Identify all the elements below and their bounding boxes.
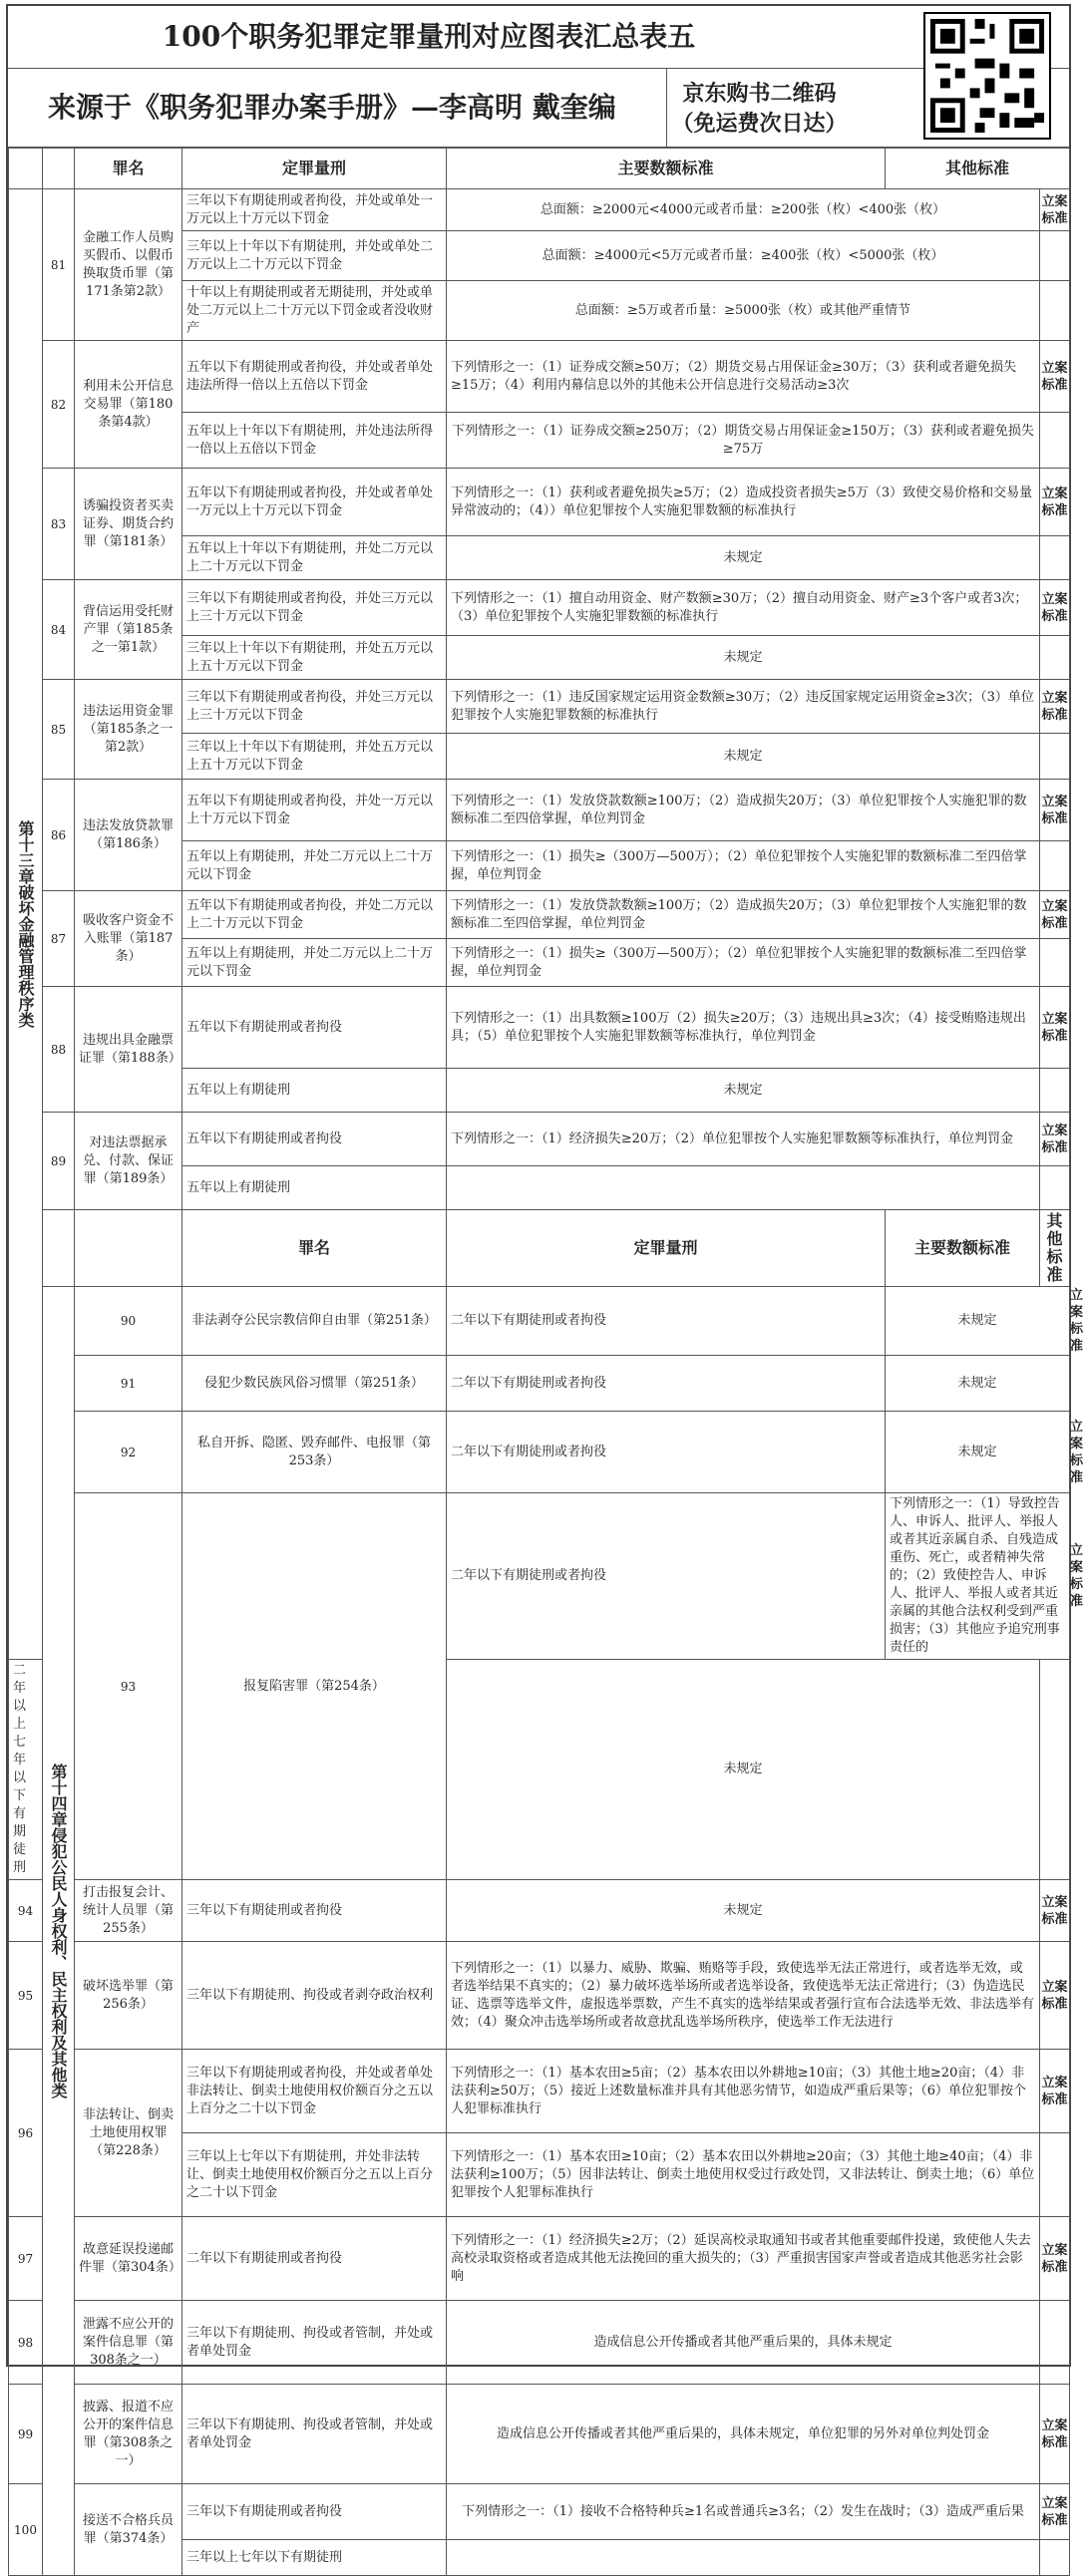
filing-standard-tag: 立案标准 <box>1040 2484 1070 2540</box>
amount-cell: 下列情形之一：（1）擅自动用资金、财产数额≥30万；（2）擅自动用资金、财产≥3个客户或者3次；（3）单位犯罪按个人实施犯罪数额的标准执行 <box>447 580 1040 636</box>
empty-cell <box>1040 1166 1070 1210</box>
penalty-cell: 三年以下有期徒刑或者拘役，并处三万元以上三十万元以下罚金 <box>182 680 447 734</box>
penalty-cell: 二年以上七年以下有期徒刑 <box>9 1660 43 1880</box>
header-blank <box>9 149 43 189</box>
filing-standard-tag: 立案标准 <box>1040 1880 1070 1942</box>
row-number: 92 <box>75 1412 182 1493</box>
row-number: 95 <box>9 1942 43 2050</box>
empty-cell <box>1040 2540 1070 2576</box>
row-number: 96 <box>9 2050 43 2217</box>
source-row <box>8 69 1069 148</box>
filing-standard-tag: 立案标准 <box>1040 2385 1070 2484</box>
row-number: 89 <box>43 1113 75 1210</box>
penalty-cell: 二年以下有期徒刑或者拘役 <box>182 2217 447 2301</box>
crime-name: 打击报复会计、统计人员罪（第255条） <box>75 1880 182 1942</box>
filing-standard-tag: 立案标准 <box>1040 780 1070 841</box>
table-row <box>9 189 1070 231</box>
row-number: 97 <box>9 2217 43 2301</box>
table-row <box>9 891 1070 939</box>
filing-standard-tag: 立案标准 <box>1040 1942 1070 2050</box>
crime-name: 接送不合格兵员罪（第374条） <box>75 2484 182 2576</box>
filing-standard-tag: 立案标准 <box>1040 580 1070 636</box>
amount-cell: 下列情形之一：（1）基本农田≥10亩；（2）基本农田以外耕地≥20亩；（3）其他土地≥40亩；（4）非法获利≥100万；（5）因非法转让、倒卖土地使用权受过行政处罚，又非法转让、倒卖土地；（6）单位犯罪按个人犯罪标准执行 <box>447 2133 1040 2217</box>
table-row <box>9 341 1070 413</box>
jd-caption-line2: （免运费次日达） <box>671 111 848 137</box>
crime-name: 报复陷害罪（第254条） <box>182 1493 447 1880</box>
empty-cell <box>1040 1069 1070 1113</box>
row-number: 87 <box>43 891 75 987</box>
penalty-cell: 十年以上有期徒刑或者无期徒刑，并处或单处二万元以上二十万元以下罚金或者没收财产 <box>182 281 447 341</box>
crime-name: 破坏选举罪（第256条） <box>75 1942 182 2050</box>
row-number: 98 <box>9 2301 43 2385</box>
amount-cell: 下列情形之一：（1）经济损失≥2万；（2）延误高校录取通知书或者其他重要邮件投递，致使他人失去高校录取资格或者造成其他无法挽回的重大损失的；（3）严重损害国家声誉或者造成其他恶劣社会影响 <box>447 2217 1040 2301</box>
source-text: 来源于《职务犯罪办案手册》—李高明 戴奎编 <box>48 91 616 124</box>
row-number: 83 <box>43 469 75 580</box>
amount-cell: 下列情形之一：（1）损失≥（300万—500万）；（2）单位犯罪按个人实施犯罪的数额标准二至四倍掌握，单位判罚金 <box>447 841 1040 891</box>
amount-cell: 下列情形之一：（1）损失≥（300万—500万）；（2）单位犯罪按个人实施犯罪的数额标准二至四倍掌握，单位判罚金 <box>447 939 1040 987</box>
empty-cell <box>1040 636 1070 680</box>
row-number: 81 <box>43 189 75 341</box>
row-number: 100 <box>9 2484 43 2576</box>
table-row <box>9 2385 1070 2484</box>
empty-cell <box>1040 939 1070 987</box>
penalty-cell: 三年以下有期徒刑、拘役或者剥夺政治权利 <box>182 1942 447 2050</box>
table-row <box>9 680 1070 734</box>
row-number: 91 <box>75 1356 182 1412</box>
header-amount: 主要数额标准 <box>447 149 886 189</box>
empty-cell <box>1040 2301 1070 2385</box>
filing-standard-tag: 立案标准 <box>1040 341 1070 413</box>
amount-cell: 总面额：≥4000元<5万元或者币量：≥400张（枚）<5000张（枚） <box>447 231 1040 281</box>
amount-cell: 下列情形之一：（1）出具数额≥100万（2）损失≥20万；（3）违规出具≥3次；（4）接受贿赂违规出具；（5）单位犯罪按个人实施犯罪数额等标准执行，单位判罚金 <box>447 987 1040 1069</box>
crime-name: 利用未公开信息交易罪（第180条第4款） <box>75 341 182 469</box>
amount-cell: 下列情形之一：（1）发放贷款数额≥100万；（2）造成损失20万；（3）单位犯罪按个人实施犯罪的数额标准二至四倍掌握，单位判罚金 <box>447 891 1040 939</box>
crime-name: 对违法票据承兑、付款、保证罪（第189条） <box>75 1113 182 1210</box>
penalty-cell: 二年以下有期徒刑或者拘役 <box>447 1412 886 1493</box>
qr-code-icon[interactable] <box>923 12 1051 140</box>
amount-cell: 未规定 <box>447 536 1040 580</box>
filing-standard-tag: 立案标准 <box>1040 680 1070 734</box>
amount-cell: 未规定 <box>447 734 1040 780</box>
penalty-cell: 五年以下有期徒刑或者拘役，并处二万元以上二十万元以下罚金 <box>182 891 447 939</box>
row-number: 88 <box>43 987 75 1113</box>
empty-cell <box>1040 734 1070 780</box>
header-name: 罪名 <box>182 1210 447 1287</box>
row-number: 86 <box>43 780 75 891</box>
amount-cell: 未规定 <box>886 1287 1070 1356</box>
amount-cell: 造成信息公开传播或者其他严重后果的，具体未规定，单位犯罪的另外对单位判处罚金 <box>447 2385 1040 2484</box>
table-row <box>9 2301 1070 2385</box>
amount-cell: 下列情形之一：（1）导致控告人、申诉人、批评人、举报人或者其近亲属自杀、自残造成重伤、死亡，或者精神失常的；（2）致使控告人、申诉人、批评人、举报人或者其近亲属的其他合法权利受到严重损害；（3）其他应予追究刑事责任的 <box>886 1493 1070 1660</box>
penalty-cell: 三年以上七年以下有期徒刑 <box>182 2540 447 2576</box>
penalty-cell: 三年以上七年以下有期徒刑，并处非法转让、倒卖土地使用权价额百分之五以上百分之二十以下罚金 <box>182 2133 447 2217</box>
filing-standard-tag: 立案标准 <box>1040 2217 1070 2301</box>
row-number: 82 <box>43 341 75 469</box>
table-row <box>9 987 1070 1069</box>
header-amount: 主要数额标准 <box>886 1210 1040 1287</box>
header-other: 其他标准 <box>1040 1210 1070 1287</box>
table-row <box>9 1356 1070 1412</box>
row-number: 84 <box>43 580 75 680</box>
filing-standard-tag: 立案标准 <box>1040 891 1070 939</box>
crime-name: 诱骗投资者买卖证券、期货合约罪（第181条） <box>75 469 182 580</box>
empty-cell <box>1040 1660 1070 1880</box>
penalty-cell: 三年以上十年以下有期徒刑，并处五万元以上五十万元以下罚金 <box>182 636 447 680</box>
jd-qr-caption <box>666 69 852 147</box>
filing-standard-tag: 立案标准 <box>1040 189 1070 231</box>
amount-cell: 下列情形之一：（1）经济损失≥20万；（2）单位犯罪按个人实施犯罪数额等标准执行，单位判罚金 <box>447 1113 1040 1166</box>
amount-cell: 下列情形之一：（1）获利或者避免损失≥5万；（2）造成投资者损失≥5万（3）致使交易价格和交易量异常波动的；（4））单位犯罪按个人实施犯罪数额的标准执行 <box>447 469 1040 536</box>
row-number: 94 <box>9 1880 43 1942</box>
penalty-cell: 五年以上有期徒刑，并处二万元以上二十万元以下罚金 <box>182 841 447 891</box>
crime-name: 披露、报道不应公开的案件信息罪（第308条之一） <box>75 2385 182 2484</box>
table-row <box>9 2050 1070 2133</box>
table-header-row-2 <box>9 1210 1070 1287</box>
penalty-cell: 五年以上有期徒刑 <box>182 1166 447 1210</box>
table-row <box>9 580 1070 636</box>
header-other: 其他标准 <box>886 149 1070 189</box>
row-number: 93 <box>75 1493 182 1880</box>
crime-name: 金融工作人员购买假币、以假币换取货币罪（第171条第2款） <box>75 189 182 341</box>
amount-cell: 下列情形之一：（1）证券成交额≥50万；（2）期货交易占用保证金≥30万；（3）获利或者避免损失≥15万；（4）利用内幕信息以外的其他未公开信息进行交易活动≥3次 <box>447 341 1040 413</box>
amount-cell: 总面额：≥2000元<4000元或者币量：≥200张（枚）<400张（枚） <box>447 189 1040 231</box>
row-number: 90 <box>75 1287 182 1356</box>
penalty-cell: 五年以上有期徒刑 <box>182 1069 447 1113</box>
empty-cell <box>1040 841 1070 891</box>
jd-caption-line1: 京东购书二维码 <box>682 81 837 107</box>
chapter-13-label: 第十三章破坏金融管理秩序类 <box>9 189 43 1660</box>
penalty-cell: 二年以下有期徒刑或者拘役 <box>447 1287 886 1356</box>
amount-cell: 未规定 <box>447 1880 1040 1942</box>
penalty-cell: 三年以下有期徒刑或者拘役，并处三万元以上三十万元以下罚金 <box>182 580 447 636</box>
filing-standard-tag: 立案标准 <box>1040 1113 1070 1166</box>
amount-cell: 未规定 <box>447 1069 1040 1113</box>
header-name: 罪名 <box>75 149 182 189</box>
table-row <box>9 780 1070 841</box>
crime-name: 吸收客户资金不入账罪（第187条） <box>75 891 182 987</box>
empty-cell <box>1040 413 1070 469</box>
table-row <box>9 2484 1070 2540</box>
penalty-cell: 五年以下有期徒刑或者拘役 <box>182 987 447 1069</box>
amount-cell: 下列情形之一：（1）证券成交额≥250万；（2）期货交易占用保证金≥150万；（3）获利或者避免损失≥75万 <box>447 413 1040 469</box>
penalty-cell: 二年以下有期徒刑或者拘役 <box>447 1493 886 1660</box>
table-row: 92 私自开拆、隐匿、毁弃邮件、电报罪（第253条） 二年以下有期徒刑或者拘役 未规定 立案标准 <box>9 1412 1070 1493</box>
table-row <box>9 2217 1070 2301</box>
crime-name: 非法转让、倒卖土地使用权罪（第228条） <box>75 2050 182 2217</box>
penalty-cell: 三年以下有期徒刑或者拘役，并处或者单处非法转让、倒卖土地使用权价额百分之五以上百分之二十以下罚金 <box>182 2050 447 2133</box>
document-page <box>6 4 1083 2565</box>
penalty-cell: 五年以下有期徒刑或者拘役，并处或者单处一万元以上十万元以下罚金 <box>182 469 447 536</box>
penalty-cell: 三年以上十年以下有期徒刑，并处五万元以上五十万元以下罚金 <box>182 734 447 780</box>
amount-cell: 未规定 <box>886 1412 1070 1493</box>
amount-cell: 总面额：≥5万或者币量：≥5000张（枚）或其他严重情节 <box>447 281 1040 341</box>
amount-cell: 下列情形之一：（1）发放贷款数额≥100万；（2）造成损失20万；（3）单位犯罪按个人实施犯罪的数额标准二至四倍掌握，单位判罚金 <box>447 780 1040 841</box>
table-row <box>9 1880 1070 1942</box>
crime-name: 私自开拆、隐匿、毁弃邮件、电报罪（第253条） <box>182 1412 447 1493</box>
title-row <box>8 6 1069 69</box>
header-blank-num <box>43 149 75 189</box>
penalty-cell: 三年以下有期徒刑或者拘役 <box>182 1880 447 1942</box>
penalty-cell: 五年以上十年以下有期徒刑，并处违法所得一倍以上五倍以下罚金 <box>182 413 447 469</box>
crime-name: 违法运用资金罪（第185条之一第2款） <box>75 680 182 780</box>
header-blank <box>43 1210 75 1287</box>
filing-standard-tag: 立案标准 <box>1040 2050 1070 2133</box>
penalty-cell: 五年以下有期徒刑或者拘役，并处一万元以上十万元以下罚金 <box>182 780 447 841</box>
amount-cell: 未规定 <box>447 1660 1040 1880</box>
amount-cell: 下列情形之一：（1）违反国家规定运用资金数额≥30万；（2）违反国家规定运用资金≥3次；（3）单位犯罪按个人实施犯罪数额的标准执行 <box>447 680 1040 734</box>
penalty-cell: 三年以下有期徒刑或者拘役 <box>182 2484 447 2540</box>
filing-standard-tag: 立案标准 <box>1040 987 1070 1069</box>
table-header-row <box>9 149 1070 189</box>
amount-cell: 下列情形之一：（1）基本农田≥5亩；（2）基本农田以外耕地≥10亩；（3）其他土地≥20亩；（4）非法获利≥50万；（5）接近上述数量标准并具有其他恶劣情节，如造成严重后果等；（6）单位犯罪按个人犯罪标准执行 <box>447 2050 1040 2133</box>
penalty-cell: 三年以下有期徒刑、拘役或者管制，并处或者单处罚金 <box>182 2385 447 2484</box>
table-row <box>9 1942 1070 2050</box>
empty-cell <box>1040 2133 1070 2217</box>
row-number: 99 <box>9 2385 43 2484</box>
crime-name: 泄露不应公开的案件信息罪（第308条之一） <box>75 2301 182 2385</box>
crime-name: 非法剥夺公民宗教信仰自由罪（第251条） <box>182 1287 447 1356</box>
amount-cell: 未规定 <box>886 1356 1070 1412</box>
crime-name: 违规出具金融票证罪（第188条） <box>75 987 182 1113</box>
header-penalty: 定罪量刑 <box>182 149 447 189</box>
amount-cell: 未规定 <box>447 636 1040 680</box>
penalty-cell: 三年以下有期徒刑、拘役或者管制，并处或者单处罚金 <box>182 2301 447 2385</box>
crime-table <box>8 148 1083 2576</box>
penalty-cell: 五年以下有期徒刑或者拘役 <box>182 1113 447 1166</box>
penalty-cell: 三年以下有期徒刑或者拘役，并处或单处一万元以上十万元以下罚金 <box>182 189 447 231</box>
table-row <box>9 1113 1070 1166</box>
crime-name: 侵犯少数民族风俗习惯罪（第251条） <box>182 1356 447 1412</box>
chapter-14-label: 第十四章侵犯公民人身权利、民主权利及其他类 <box>43 1287 75 2576</box>
amount-cell <box>447 1166 1040 1210</box>
penalty-cell: 五年以下有期徒刑或者拘役，并处或者单处违法所得一倍以上五倍以下罚金 <box>182 341 447 413</box>
table-row: 93 报复陷害罪（第254条） 二年以下有期徒刑或者拘役 下列情形之一：（1）导致控告人、申诉人、批评人、举报人或者其近亲属自杀、自残造成重伤、死亡，或者精神失常的；（2）致使控告人、申诉人、批评人、举报人或者其近亲属的其他合法权利受到严重损害；（3）其他应予追究刑事责任的 立案标准 <box>9 1493 1070 1660</box>
amount-cell: 造成信息公开传播或者其他严重后果的，具体未规定 <box>447 2301 1040 2385</box>
crime-name: 背信运用受托财产罪（第185条之一第1款） <box>75 580 182 680</box>
empty-cell <box>1040 281 1070 341</box>
amount-cell <box>447 2540 1040 2576</box>
header-blank-num <box>75 1210 182 1287</box>
penalty-cell: 五年以上有期徒刑，并处二万元以上二十万元以下罚金 <box>182 939 447 987</box>
table-row: 第十四章侵犯公民人身权利、民主权利及其他类 90 非法剥夺公民宗教信仰自由罪（第251条） 二年以下有期徒刑或者拘役 未规定 立案标准 <box>9 1287 1070 1356</box>
empty-cell <box>1040 536 1070 580</box>
penalty-cell: 五年以上十年以下有期徒刑，并处二万元以上二十万元以下罚金 <box>182 536 447 580</box>
amount-cell: 下列情形之一：（1）以暴力、威胁、欺骗、贿赂等手段，致使选举无法正常进行，或者选举无效，或者选举结果不真实的；（2）暴力破坏选举场所或者选举设备，致使选举无法正常进行；（3）伪造选民证、选票等选举文件，虚报选举票数，产生不真实的选举结果或者强行宣布合法选举无效、非法选举有效；（4）聚众冲击选举场所或者故意扰乱选举场所秩序，使选举工作无法进行 <box>447 1942 1040 2050</box>
crime-name: 故意延误投递邮件罪（第304条） <box>75 2217 182 2301</box>
amount-cell: 下列情形之一：（1）接收不合格特种兵≥1名或普通兵≥3名；（2）发生在战时；（3）造成严重后果 <box>447 2484 1040 2540</box>
penalty-cell: 二年以下有期徒刑或者拘役 <box>447 1356 886 1412</box>
crime-name: 违法发放贷款罪（第186条） <box>75 780 182 891</box>
filing-standard-tag: 立案标准 <box>1040 469 1070 536</box>
empty-cell <box>1040 231 1070 281</box>
header-penalty: 定罪量刑 <box>447 1210 886 1287</box>
row-number: 85 <box>43 680 75 780</box>
page-title: 100个职务犯罪定罪量刑对应图表汇总表五 <box>162 20 696 53</box>
table-row <box>9 469 1070 536</box>
penalty-cell: 三年以上十年以下有期徒刑，并处或单处二万元以上二十万元以下罚金 <box>182 231 447 281</box>
